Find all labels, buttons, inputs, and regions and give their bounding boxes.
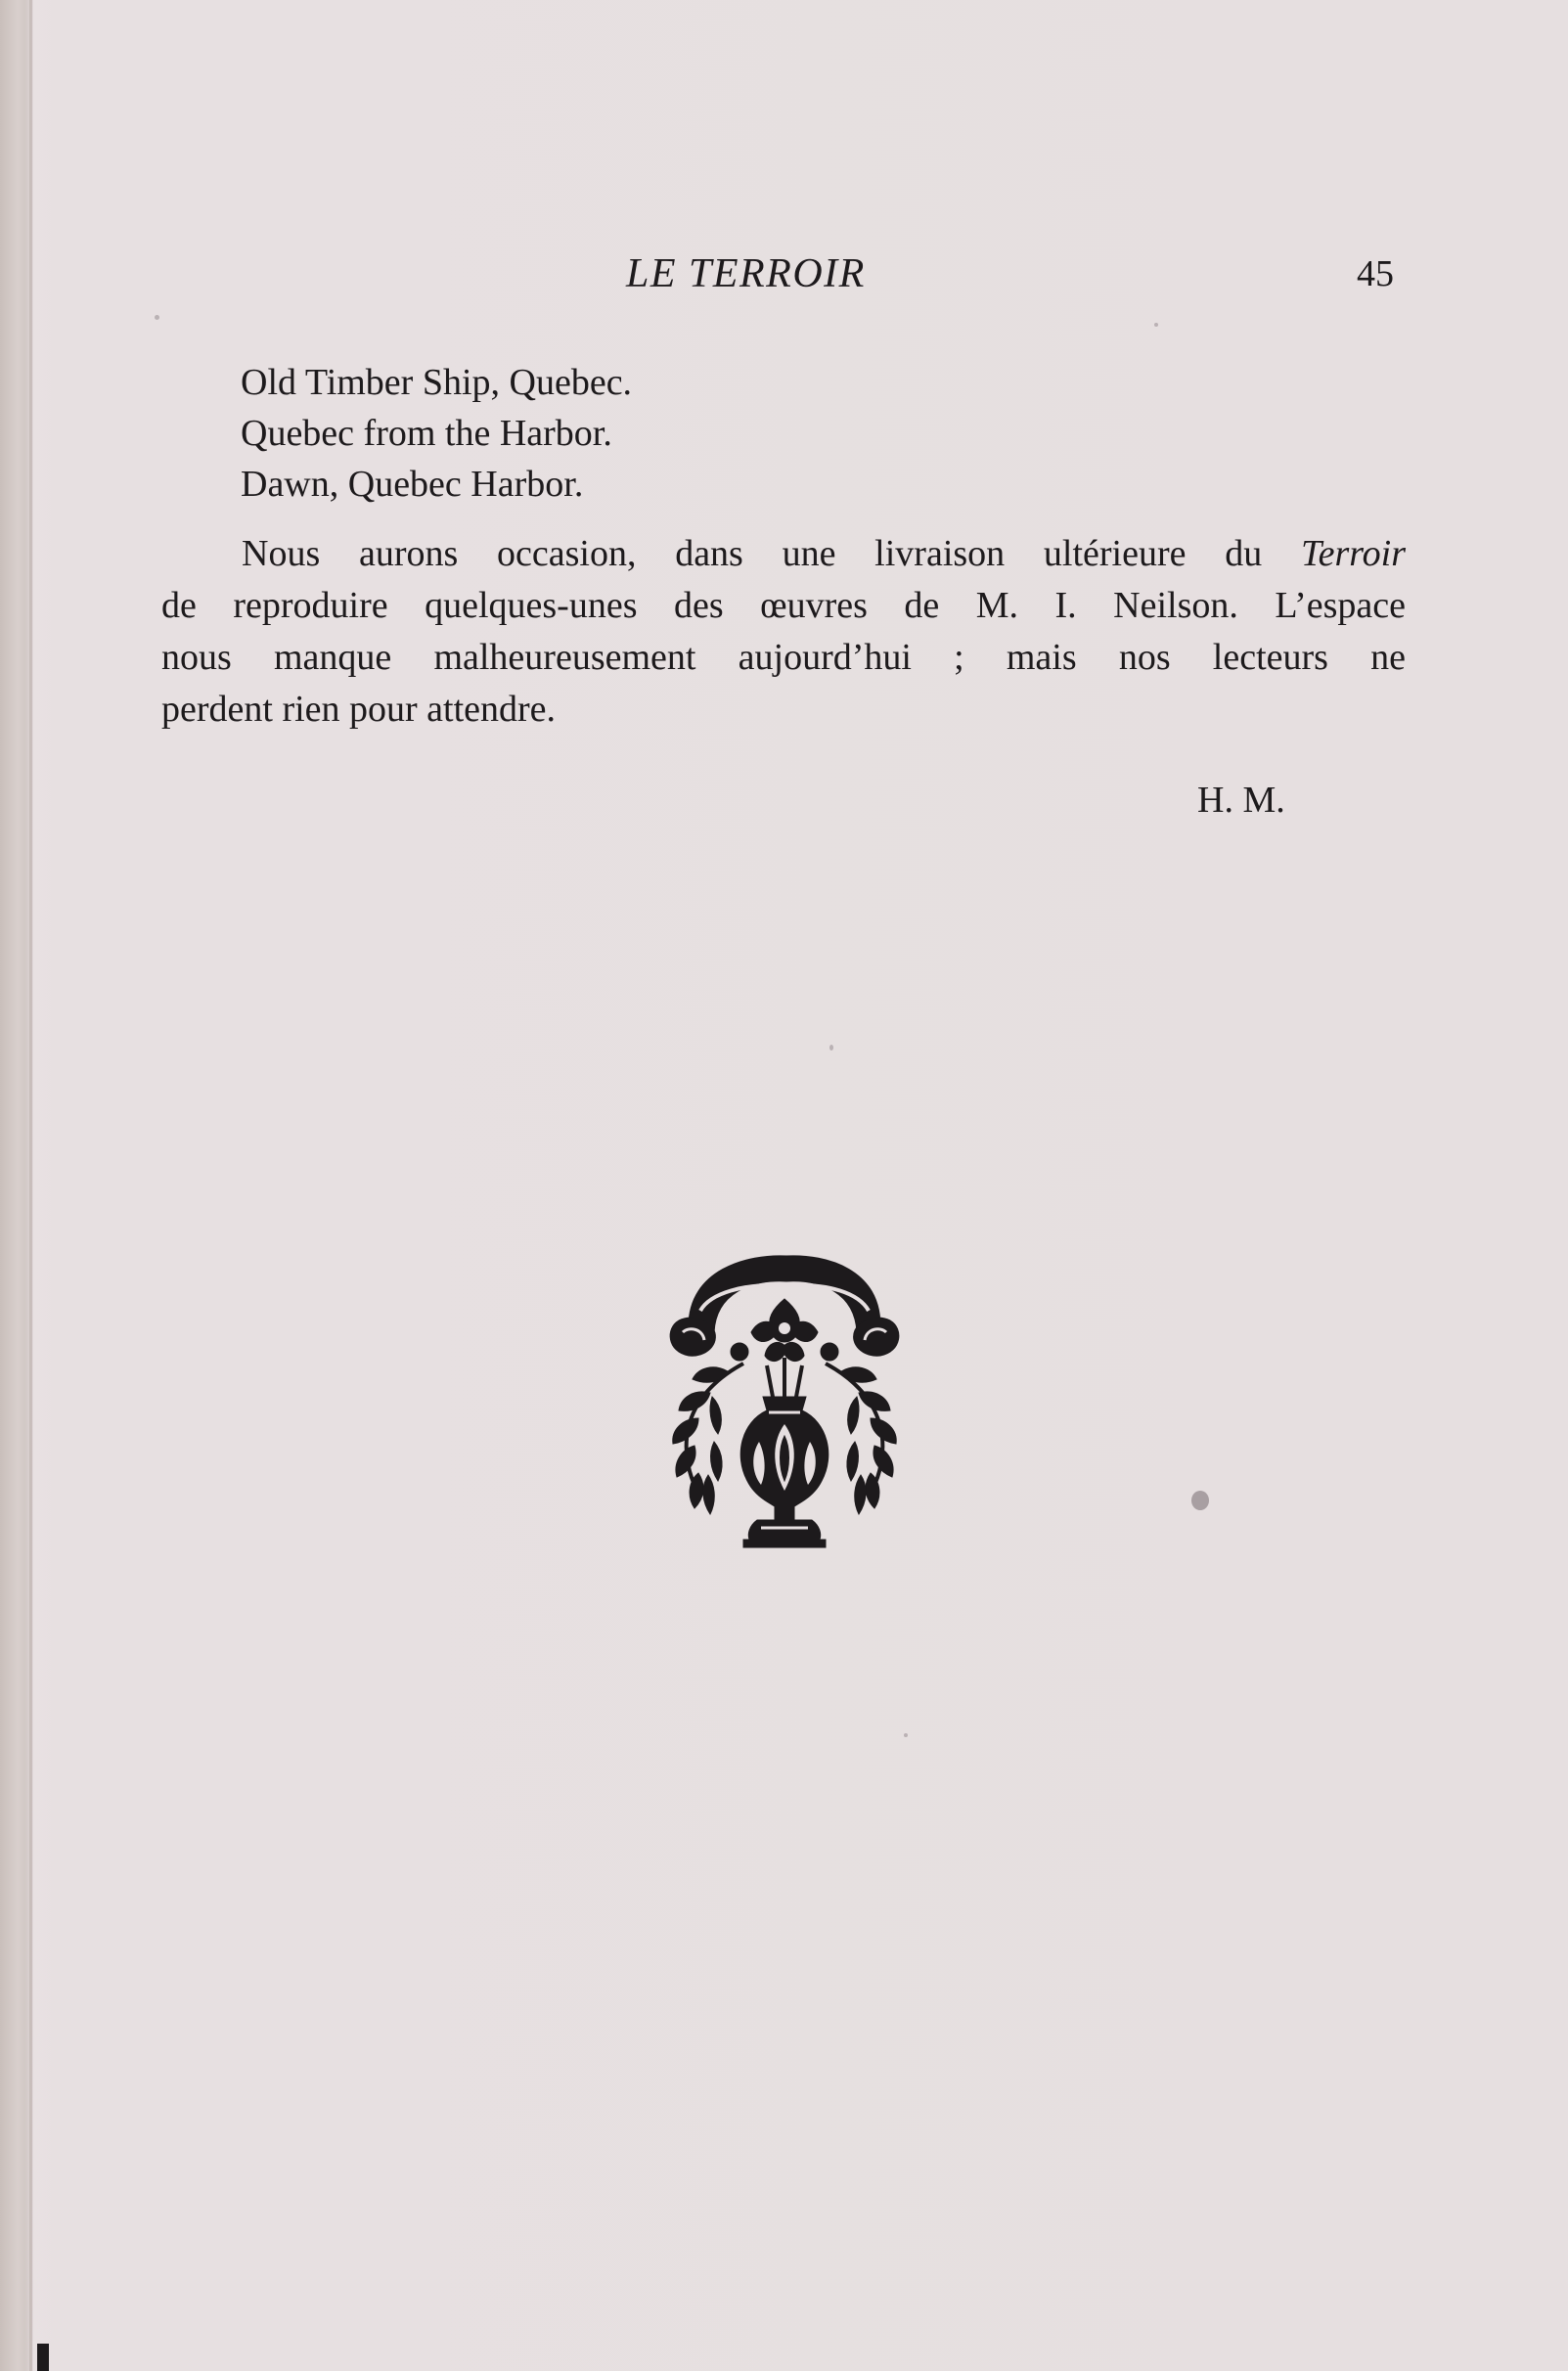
artwork-title-list <box>241 357 632 510</box>
artwork-title-item: Quebec from the Harbor. <box>241 413 612 454</box>
journal-title-italic: Terroir <box>1300 533 1406 574</box>
page-number: 45 <box>1357 253 1394 294</box>
paragraph-line: nous manque malheureusement aujourd’hui ; mais nos lecteurs ne <box>161 637 1406 678</box>
page-edge-mark <box>37 2344 49 2371</box>
body-paragraph <box>161 528 1406 736</box>
paper-speck <box>155 315 159 320</box>
artwork-title-item: Old Timber Ship, Quebec. <box>241 362 633 403</box>
paper-speck <box>1191 1491 1209 1510</box>
gutter-edge-line <box>29 0 32 2371</box>
running-head-title: LE TERROIR <box>626 251 866 296</box>
page-gutter <box>0 0 33 2371</box>
flower-vase-ornament-icon <box>650 1250 919 1551</box>
author-initials: H. M. <box>1197 780 1285 821</box>
paper-speck <box>904 1733 908 1737</box>
paragraph-text: Nous aurons occasion, dans une livraison ultérieure du <box>242 533 1301 574</box>
paragraph-line: perdent rien pour attendre. <box>161 689 557 730</box>
paper-speck <box>829 1045 833 1051</box>
paper-speck <box>1154 323 1158 327</box>
running-head <box>0 249 1568 298</box>
artwork-title-item: Dawn, Quebec Harbor. <box>241 464 584 505</box>
paragraph-line <box>161 528 1406 580</box>
paragraph-line: de reproduire quelques-unes des œuvres de M. I. Neilson. L’espace <box>161 585 1406 626</box>
